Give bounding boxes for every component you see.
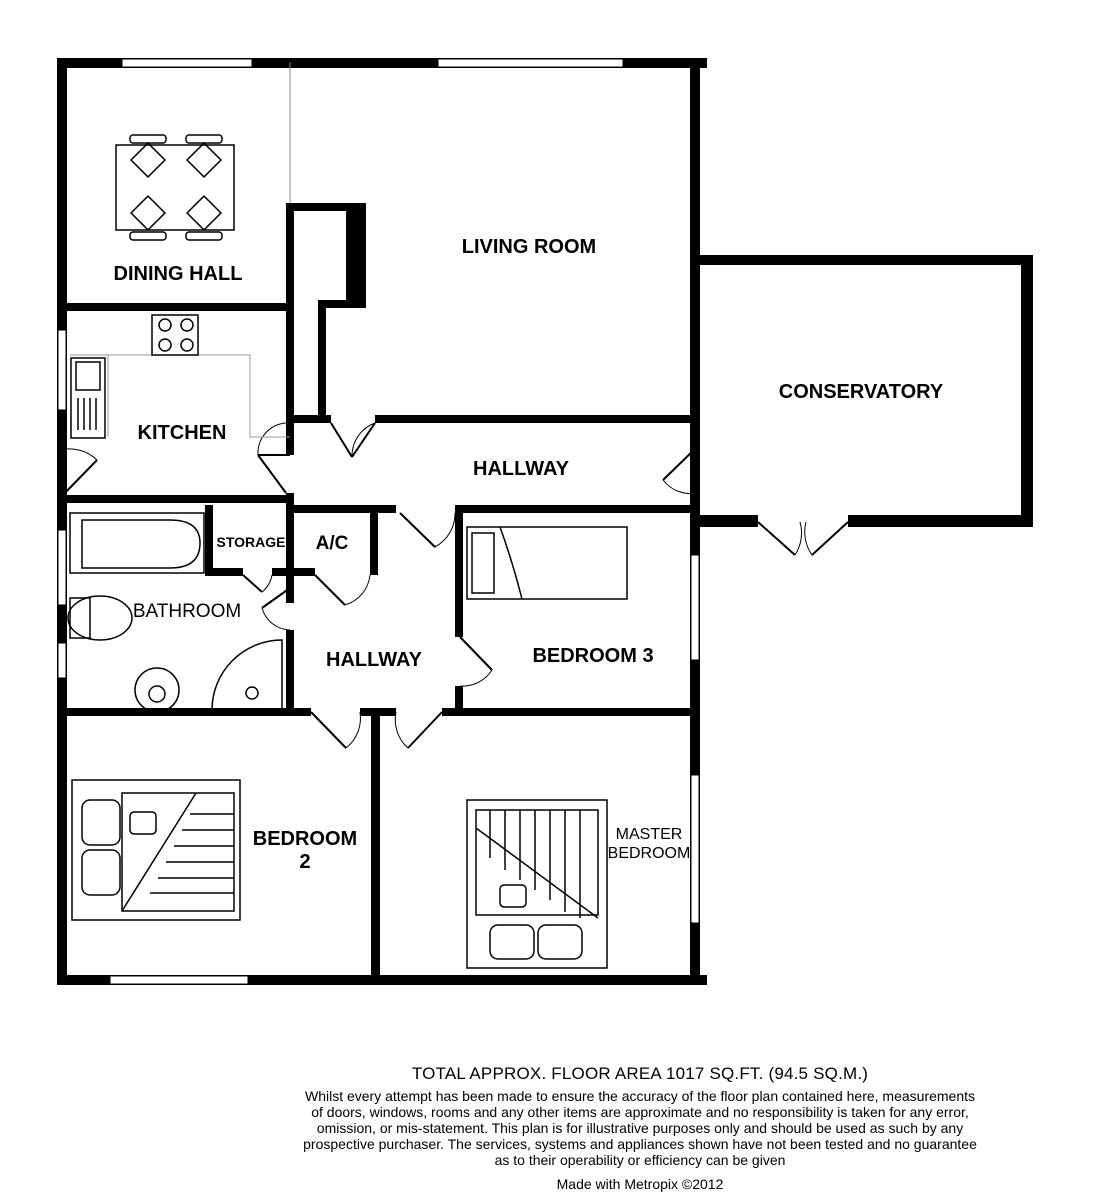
room-label-master-line2: BEDROOM	[607, 845, 691, 862]
room-label-hallway-top: HALLWAY	[473, 458, 569, 480]
room-label-bedroom2-line2: 2	[299, 851, 311, 873]
floor-area-total: TOTAL APPROX. FLOOR AREA 1017 SQ.FT. (94.5 SQ.M.)	[411, 1064, 869, 1083]
room-label-hallway-mid: HALLWAY	[326, 649, 422, 671]
room-label-dining-hall: DINING HALL	[113, 263, 243, 285]
bedroom3-bed	[467, 527, 627, 599]
disclaimer-line: omission, or mis-statement. This plan is for illustrative purposes only and should be used as such by any	[316, 1120, 964, 1136]
room-label-bedroom3: BEDROOM 3	[532, 645, 654, 667]
room-label-kitchen: KITCHEN	[137, 422, 227, 444]
room-label-master-line1: MASTER	[615, 826, 683, 843]
room-label-ac: A/C	[315, 533, 349, 554]
room-label-bedroom2-line1: BEDROOM	[252, 828, 358, 850]
room-label-storage: STORAGE	[216, 534, 286, 550]
room-label-conservatory: CONSERVATORY	[778, 381, 944, 403]
disclaimer-line: Whilst every attempt has been made to ensure the accuracy of the floor plan contained here, measurements	[304, 1088, 976, 1104]
disclaimer	[200, 1088, 1080, 1168]
dining-table	[116, 135, 234, 240]
kitchen-units	[70, 315, 290, 438]
bedroom2-bed	[72, 780, 240, 920]
master-bed	[467, 800, 607, 968]
doors	[60, 423, 848, 748]
disclaimer-line: of doors, windows, rooms and any other items are approximate and no responsibility is taken for any error,	[311, 1104, 969, 1120]
credit-text: Made with Metropix ©2012	[556, 1176, 724, 1192]
room-label-bathroom: BATHROOM	[132, 601, 242, 622]
disclaimer-line: as to their operability or efficiency can be given	[494, 1152, 786, 1168]
room-label-living-room: LIVING ROOM	[461, 236, 597, 258]
disclaimer-line: prospective purchaser. The services, systems and appliances shown have not been tested and no guarantee	[303, 1136, 977, 1152]
